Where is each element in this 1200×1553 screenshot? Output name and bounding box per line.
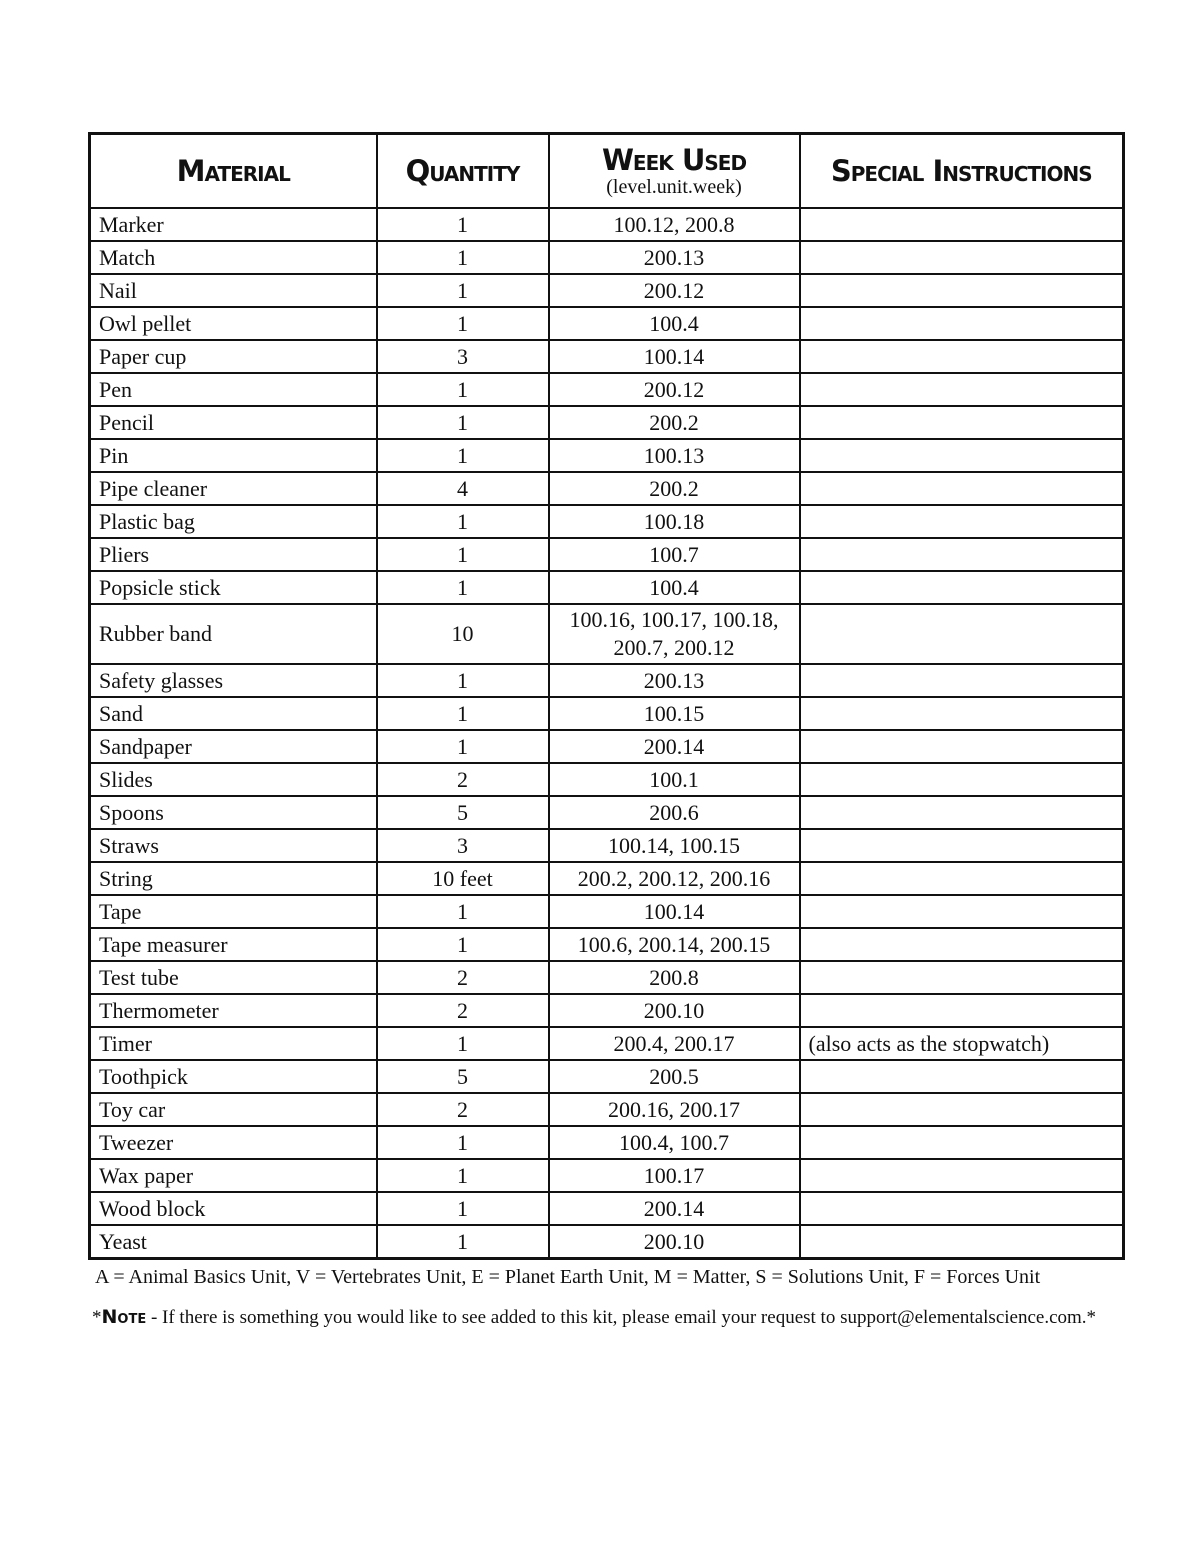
week-used-cell-text: 200.13 <box>643 667 705 693</box>
material-cell <box>90 274 377 307</box>
note-label: Note <box>101 1306 147 1328</box>
week-used-cell-text: 100.4, 100.7 <box>619 1129 729 1155</box>
special-instructions-cell <box>800 961 1124 994</box>
week-used-cell <box>549 1027 800 1060</box>
special-instructions-cell <box>800 439 1124 472</box>
header-week-used <box>549 134 800 209</box>
material-cell-text: Toy car <box>99 1096 166 1122</box>
special-instructions-cell <box>800 571 1124 604</box>
week-used-cell <box>549 1192 800 1225</box>
week-used-cell <box>549 604 800 664</box>
quantity-cell <box>377 1159 549 1192</box>
quantity-cell <box>377 505 549 538</box>
special-instructions-cell <box>800 1192 1124 1225</box>
material-cell-text: Sandpaper <box>99 733 192 759</box>
quantity-cell-text: 2 <box>457 1096 468 1122</box>
week-used-cell <box>549 664 800 697</box>
week-used-cell <box>549 373 800 406</box>
week-used-cell <box>549 730 800 763</box>
material-cell-text: Toothpick <box>99 1063 188 1089</box>
material-cell-text: Popsicle stick <box>99 574 221 600</box>
week-used-cell-text: 100.14 <box>643 898 705 924</box>
week-used-cell-text: 100.16, 100.17, 100.18, 200.7, 200.12 <box>569 607 779 660</box>
header-week-used-label: Week Used <box>601 143 747 177</box>
material-cell <box>90 829 377 862</box>
quantity-cell <box>377 373 549 406</box>
material-cell-text: Pen <box>99 376 132 402</box>
material-cell-text: Test tube <box>99 964 179 990</box>
quantity-cell-text: 1 <box>457 667 468 693</box>
quantity-cell-text: 1 <box>457 244 468 270</box>
week-used-cell <box>549 505 800 538</box>
material-cell-text: Slides <box>99 766 153 792</box>
materials-table-body <box>90 208 1124 1259</box>
week-used-cell-text: 200.10 <box>643 1228 705 1254</box>
quantity-cell-text: 1 <box>457 508 468 534</box>
quantity-cell <box>377 994 549 1027</box>
special-instructions-cell <box>800 1060 1124 1093</box>
header-week-used-subtitle: (level.unit.week) <box>606 176 742 198</box>
quantity-cell <box>377 538 549 571</box>
material-cell <box>90 1126 377 1159</box>
week-used-cell <box>549 274 800 307</box>
material-cell <box>90 697 377 730</box>
material-cell <box>90 472 377 505</box>
week-used-cell-text: 200.5 <box>649 1063 699 1089</box>
quantity-cell <box>377 307 549 340</box>
week-used-cell-text: 100.4 <box>649 310 699 336</box>
material-cell-text: Marker <box>99 211 164 237</box>
special-instructions-cell <box>800 763 1124 796</box>
quantity-cell <box>377 1027 549 1060</box>
material-cell <box>90 340 377 373</box>
week-used-cell-text: 100.14, 100.15 <box>608 832 740 858</box>
table-row <box>90 373 1124 406</box>
week-used-cell <box>549 571 800 604</box>
table-row <box>90 730 1124 763</box>
special-instructions-cell-text: (also acts as the stopwatch) <box>808 1030 1050 1056</box>
quantity-cell-text: 1 <box>457 733 468 759</box>
quantity-cell <box>377 208 549 241</box>
week-used-cell-text: 100.12, 200.8 <box>613 211 735 237</box>
table-row <box>90 1060 1124 1093</box>
special-instructions-cell <box>800 895 1124 928</box>
special-instructions-cell <box>800 730 1124 763</box>
material-cell <box>90 763 377 796</box>
quantity-cell-text: 1 <box>457 442 468 468</box>
material-cell-text: Yeast <box>99 1228 147 1254</box>
week-used-cell-text: 200.2 <box>649 409 699 435</box>
quantity-cell <box>377 796 549 829</box>
week-used-cell <box>549 1159 800 1192</box>
table-row <box>90 1093 1124 1126</box>
quantity-cell <box>377 763 549 796</box>
special-instructions-cell <box>800 928 1124 961</box>
table-row <box>90 664 1124 697</box>
week-used-cell-text: 100.7 <box>649 541 699 567</box>
quantity-cell-text: 1 <box>457 1195 468 1221</box>
material-cell-text: Paper cup <box>99 343 187 369</box>
week-used-cell-text: 100.6, 200.14, 200.15 <box>577 931 771 957</box>
quantity-cell <box>377 472 549 505</box>
table-row <box>90 994 1124 1027</box>
week-used-cell-text: 200.13 <box>643 244 705 270</box>
table-row <box>90 796 1124 829</box>
material-cell-text: Timer <box>99 1030 152 1056</box>
header-quantity <box>377 134 549 209</box>
week-used-cell <box>549 307 800 340</box>
week-used-cell-text: 200.8 <box>649 964 699 990</box>
quantity-cell <box>377 730 549 763</box>
week-used-cell-text: 100.17 <box>643 1162 705 1188</box>
quantity-cell-text: 2 <box>457 766 468 792</box>
material-cell <box>90 664 377 697</box>
table-row <box>90 307 1124 340</box>
quantity-cell-text: 1 <box>457 310 468 336</box>
week-used-cell <box>549 862 800 895</box>
material-cell-text: Pin <box>99 442 129 468</box>
week-used-cell-text: 200.4, 200.17 <box>613 1030 735 1056</box>
material-cell <box>90 571 377 604</box>
week-used-cell <box>549 994 800 1027</box>
special-instructions-cell <box>800 1159 1124 1192</box>
material-cell-text: Pipe cleaner <box>99 475 208 501</box>
quantity-cell <box>377 1126 549 1159</box>
quantity-cell-text: 1 <box>457 574 468 600</box>
quantity-cell <box>377 664 549 697</box>
note-line <box>92 1306 1127 1329</box>
material-cell <box>90 796 377 829</box>
table-row <box>90 472 1124 505</box>
special-instructions-cell <box>800 862 1124 895</box>
quantity-cell-text: 10 <box>451 621 474 646</box>
table-row <box>90 241 1124 274</box>
special-instructions-cell <box>800 697 1124 730</box>
material-cell-text: Owl pellet <box>99 310 192 336</box>
quantity-cell-text: 10 feet <box>432 865 493 891</box>
material-cell <box>90 406 377 439</box>
quantity-cell <box>377 928 549 961</box>
special-instructions-cell <box>800 1093 1124 1126</box>
special-instructions-cell <box>800 274 1124 307</box>
special-instructions-cell <box>800 994 1124 1027</box>
quantity-cell-text: 1 <box>457 277 468 303</box>
week-used-cell-text: 200.10 <box>643 997 705 1023</box>
week-used-cell-text: 200.2, 200.12, 200.16 <box>577 865 771 891</box>
table-row <box>90 439 1124 472</box>
material-cell <box>90 505 377 538</box>
week-used-cell <box>549 1060 800 1093</box>
table-row <box>90 961 1124 994</box>
material-cell <box>90 538 377 571</box>
material-cell <box>90 439 377 472</box>
week-used-cell <box>549 538 800 571</box>
table-row <box>90 763 1124 796</box>
quantity-cell-text: 3 <box>457 343 468 369</box>
week-used-cell <box>549 208 800 241</box>
material-cell-text: Tape measurer <box>99 931 228 957</box>
quantity-cell <box>377 340 549 373</box>
table-row <box>90 1027 1124 1060</box>
material-cell-text: Thermometer <box>99 997 219 1023</box>
special-instructions-cell <box>800 538 1124 571</box>
quantity-cell-text: 1 <box>457 931 468 957</box>
quantity-cell-text: 3 <box>457 832 468 858</box>
table-header-row <box>90 134 1124 209</box>
quantity-cell-text: 1 <box>457 211 468 237</box>
week-used-cell <box>549 472 800 505</box>
material-cell <box>90 373 377 406</box>
quantity-cell-text: 1 <box>457 700 468 726</box>
table-row <box>90 1225 1124 1259</box>
quantity-cell-text: 2 <box>457 997 468 1023</box>
material-cell-text: Pliers <box>99 541 150 567</box>
material-cell <box>90 208 377 241</box>
week-used-cell-text: 100.18 <box>643 508 705 534</box>
table-row <box>90 406 1124 439</box>
material-cell-text: Straws <box>99 832 159 858</box>
table-row <box>90 604 1124 664</box>
special-instructions-cell <box>800 1225 1124 1259</box>
special-instructions-cell <box>800 664 1124 697</box>
quantity-cell-text: 1 <box>457 898 468 924</box>
table-row <box>90 1159 1124 1192</box>
material-cell-text: Plastic bag <box>99 508 195 534</box>
quantity-cell-text: 1 <box>457 1030 468 1056</box>
quantity-cell-text: 1 <box>457 1228 468 1254</box>
week-used-cell-text: 200.2 <box>649 475 699 501</box>
header-quantity-label: Quantity <box>405 154 520 188</box>
table-row <box>90 208 1124 241</box>
week-used-cell-text: 100.4 <box>649 574 699 600</box>
material-cell <box>90 928 377 961</box>
week-used-cell-text: 200.14 <box>643 1195 705 1221</box>
week-used-cell-text: 100.14 <box>643 343 705 369</box>
material-cell-text: String <box>99 865 153 891</box>
week-used-cell <box>549 406 800 439</box>
special-instructions-cell <box>800 472 1124 505</box>
special-instructions-cell <box>800 241 1124 274</box>
material-cell <box>90 895 377 928</box>
quantity-cell-text: 5 <box>457 799 468 825</box>
week-used-cell <box>549 829 800 862</box>
material-cell-text: Wax paper <box>99 1162 194 1188</box>
quantity-cell-text: 1 <box>457 409 468 435</box>
week-used-cell <box>549 895 800 928</box>
quantity-cell <box>377 241 549 274</box>
material-cell <box>90 604 377 664</box>
material-cell-text: Pencil <box>99 409 154 435</box>
special-instructions-cell <box>800 604 1124 664</box>
week-used-cell-text: 200.12 <box>643 376 705 402</box>
quantity-cell-text: 1 <box>457 376 468 402</box>
material-cell <box>90 1192 377 1225</box>
special-instructions-cell <box>800 1126 1124 1159</box>
table-row <box>90 1192 1124 1225</box>
table-row <box>90 862 1124 895</box>
special-instructions-cell <box>800 340 1124 373</box>
table-row <box>90 697 1124 730</box>
quantity-cell <box>377 604 549 664</box>
table-row <box>90 274 1124 307</box>
material-cell <box>90 994 377 1027</box>
special-instructions-cell <box>800 406 1124 439</box>
material-cell-text: Wood block <box>99 1195 206 1221</box>
table-row <box>90 538 1124 571</box>
quantity-cell-text: 5 <box>457 1063 468 1089</box>
week-used-cell <box>549 697 800 730</box>
week-used-cell <box>549 763 800 796</box>
week-used-cell-text: 100.15 <box>643 700 705 726</box>
material-cell-text: Match <box>99 244 156 270</box>
table-row <box>90 928 1124 961</box>
week-used-cell <box>549 928 800 961</box>
material-cell-text: Safety glasses <box>99 667 224 693</box>
material-cell-text: Spoons <box>99 799 164 825</box>
quantity-cell <box>377 961 549 994</box>
material-cell <box>90 961 377 994</box>
quantity-cell <box>377 1225 549 1259</box>
quantity-cell <box>377 895 549 928</box>
quantity-cell <box>377 274 549 307</box>
week-used-cell-text: 100.1 <box>649 766 699 792</box>
table-row <box>90 895 1124 928</box>
week-used-cell <box>549 439 800 472</box>
material-cell <box>90 730 377 763</box>
material-cell <box>90 1159 377 1192</box>
quantity-cell <box>377 829 549 862</box>
material-cell-text: Sand <box>99 700 143 726</box>
special-instructions-cell <box>800 505 1124 538</box>
material-cell <box>90 241 377 274</box>
header-material-label: Material <box>176 154 290 188</box>
quantity-cell-text: 4 <box>457 475 468 501</box>
material-cell <box>90 1093 377 1126</box>
quantity-cell <box>377 862 549 895</box>
note-text: - If there is something you would like to see added to this kit, please email your request to support@elementalscience.com.* <box>146 1307 1097 1328</box>
quantity-cell-text: 1 <box>457 1162 468 1188</box>
quantity-cell <box>377 439 549 472</box>
week-used-cell <box>549 1093 800 1126</box>
table-row <box>90 340 1124 373</box>
table-row <box>90 505 1124 538</box>
week-used-cell <box>549 1225 800 1259</box>
material-cell <box>90 1027 377 1060</box>
special-instructions-cell <box>800 208 1124 241</box>
material-cell <box>90 862 377 895</box>
quantity-cell <box>377 1192 549 1225</box>
week-used-cell-text: 200.6 <box>649 799 699 825</box>
week-used-cell <box>549 1126 800 1159</box>
material-cell-text: Nail <box>99 277 137 303</box>
week-used-cell-text: 200.16, 200.17 <box>608 1096 740 1122</box>
quantity-cell <box>377 1093 549 1126</box>
quantity-cell-text: 1 <box>457 1129 468 1155</box>
header-material <box>90 134 377 209</box>
quantity-cell <box>377 406 549 439</box>
materials-sheet <box>88 132 1122 1260</box>
material-cell-text: Tweezer <box>99 1129 174 1155</box>
header-special-instructions-label: Special Instructions <box>830 154 1092 188</box>
material-cell <box>90 1060 377 1093</box>
special-instructions-cell <box>800 307 1124 340</box>
week-used-cell <box>549 961 800 994</box>
material-cell-text: Tape <box>99 898 142 924</box>
special-instructions-cell <box>800 829 1124 862</box>
week-used-cell-text: 200.14 <box>643 733 705 759</box>
header-special-instructions <box>800 134 1124 209</box>
special-instructions-cell <box>800 1027 1124 1060</box>
table-row <box>90 571 1124 604</box>
week-used-cell <box>549 340 800 373</box>
material-cell-text: Rubber band <box>99 621 213 646</box>
quantity-cell <box>377 697 549 730</box>
special-instructions-cell <box>800 796 1124 829</box>
quantity-cell-text: 2 <box>457 964 468 990</box>
week-used-cell-text: 100.13 <box>643 442 705 468</box>
materials-table <box>88 132 1125 1260</box>
table-row <box>90 1126 1124 1159</box>
note-prefix: * <box>92 1307 102 1328</box>
material-cell <box>90 307 377 340</box>
special-instructions-cell <box>800 373 1124 406</box>
week-used-cell <box>549 241 800 274</box>
week-used-cell <box>549 796 800 829</box>
quantity-cell-text: 1 <box>457 541 468 567</box>
quantity-cell <box>377 571 549 604</box>
material-cell <box>90 1225 377 1259</box>
table-row <box>90 829 1124 862</box>
quantity-cell <box>377 1060 549 1093</box>
unit-legend: A = Animal Basics Unit, V = Vertebrates Unit, E = Planet Earth Unit, M = Matter, S = Solutions Unit, F = Forces Unit <box>95 1266 1041 1288</box>
week-used-cell-text: 200.12 <box>643 277 705 303</box>
